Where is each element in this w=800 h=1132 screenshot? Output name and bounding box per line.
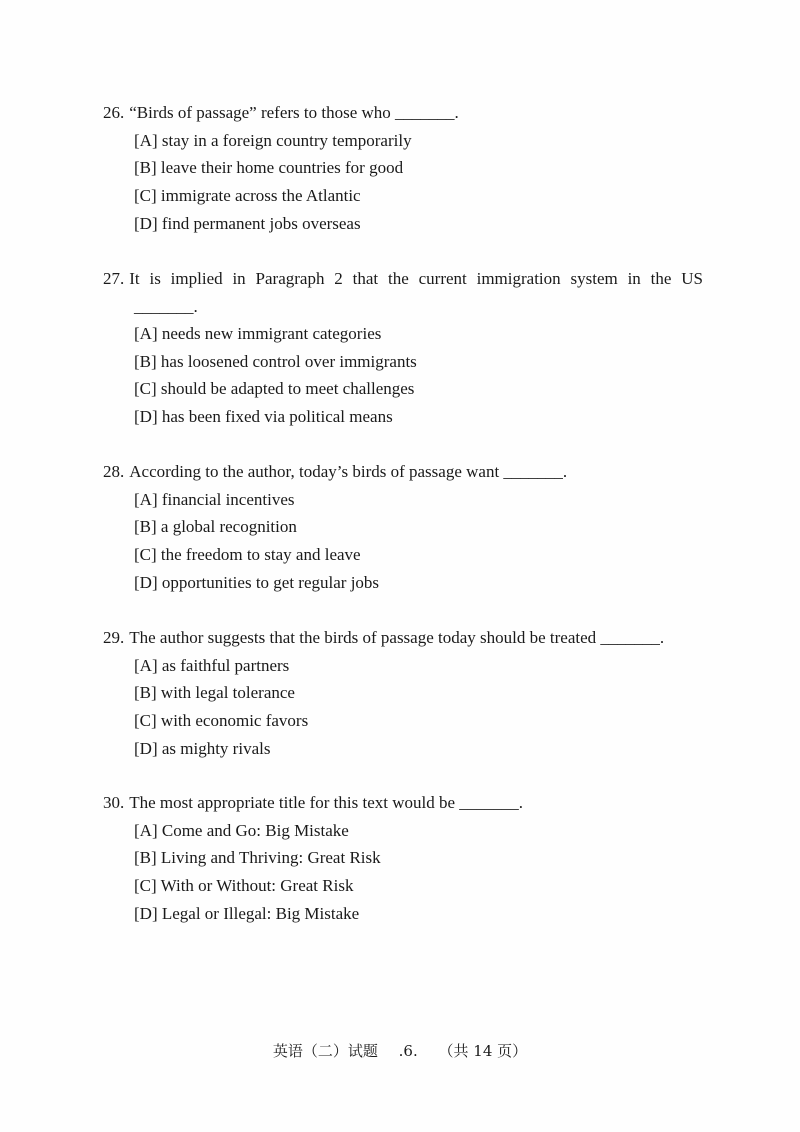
question-stem [103, 458, 703, 486]
question-text: The most appropriate title for this text would be _______. [129, 793, 524, 812]
option-c: [C] with economic favors [134, 710, 309, 730]
option-d: [D] Legal or Illegal: Big Mistake [134, 903, 360, 923]
option-c: [C] the freedom to stay and leave [134, 544, 361, 564]
question-29 [103, 624, 703, 762]
question-text: It is implied in Paragraph 2 that the current immigration system in the US [129, 269, 703, 288]
option-a: [A] Come and Go: Big Mistake [134, 820, 349, 840]
option-d: [D] has been fixed via political means [134, 407, 393, 427]
option-c: [C] immigrate across the Atlantic [134, 185, 361, 205]
option-a: [A] financial incentives [134, 489, 295, 509]
option-d: [D] as mighty rivals [134, 738, 271, 758]
question-number: 30. [103, 793, 125, 812]
option-b: [B] with legal tolerance [134, 683, 295, 703]
question-number: 26. [103, 103, 125, 122]
question-text: “Birds of passage” refers to those who _______. [129, 103, 459, 122]
option-d: [D] find permanent jobs overseas [134, 213, 361, 233]
option-a: [A] as faithful partners [134, 655, 290, 675]
question-30 [103, 789, 703, 927]
question-stem [103, 99, 703, 127]
question-stem [103, 265, 703, 293]
footer-total-pages: （共 14 页） [438, 1042, 528, 1060]
question-28 [103, 458, 703, 596]
footer-page-number: .6. [398, 1042, 418, 1060]
question-stem [103, 624, 703, 652]
question-27 [103, 265, 703, 431]
question-text: According to the author, today’s birds of passage want _______. [129, 462, 568, 481]
option-c: [C] should be adapted to meet challenges [134, 379, 415, 399]
question-number: 27. [103, 269, 125, 288]
option-a: [A] needs new immigrant categories [134, 324, 382, 343]
option-b: [B] leave their home countries for good [134, 158, 404, 178]
option-d: [D] opportunities to get regular jobs [134, 572, 380, 592]
question-26 [103, 99, 703, 237]
option-c: [C] With or Without: Great Risk [134, 875, 354, 895]
question-number: 28. [103, 462, 125, 481]
option-a: [A] stay in a foreign country temporarily [134, 130, 412, 150]
question-stem-continuation: _______. [134, 296, 198, 316]
question-text: The author suggests that the birds of passage today should be treated _______. [129, 628, 665, 647]
option-b: [B] has loosened control over immigrants [134, 351, 417, 371]
question-number: 29. [103, 628, 125, 647]
option-b: [B] a global recognition [134, 517, 297, 537]
question-stem [103, 789, 703, 817]
footer-subject: 英语（二）试题 [272, 1042, 378, 1060]
page-footer [0, 1040, 800, 1061]
option-b: [B] Living and Thriving: Great Risk [134, 848, 381, 868]
